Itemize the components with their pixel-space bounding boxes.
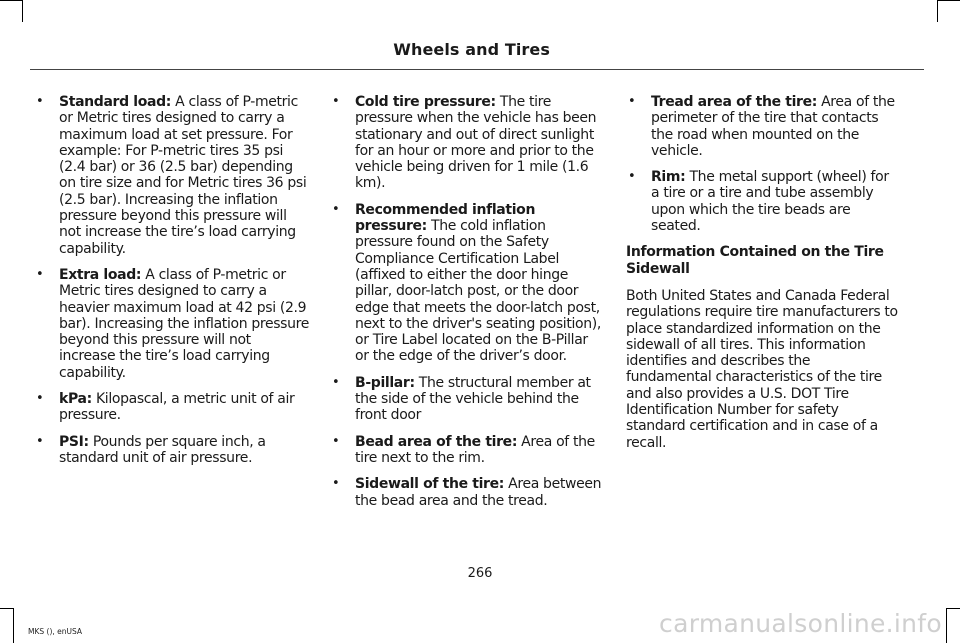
definition-item (330, 202, 605, 365)
definition-text: Kilopascal, a metric unit of air pressure. (59, 391, 295, 424)
section-heading: Information Contained on the Tire Sidewall (626, 244, 884, 277)
definition-text: Area of the perimeter of the tire that contacts the road when mounted on the vehicle. (651, 94, 895, 159)
bullet: • (36, 266, 44, 282)
crop-mark-bottom-left (0, 608, 13, 609)
definition-text: A class of P-metric or Metric tires designed to carry a heavier maximum load at 42 psi (2.9 bar). Increasing the inflation pressure beyond this pressure will not increase the tire’s load carrying capability. (59, 266, 309, 381)
watermark: carmanualsonline.info (659, 609, 942, 638)
section-paragraph: Both United States and Canada Federal regulations require tire manufacturers to place standardized information on the sidewall of all tires. This information identifies and describes the fundamental characteristics of the tire and also provides a U.S. DOT Tire Identification Number for safety standard certification and in case of a recall. (626, 287, 898, 451)
crop-mark-bottom-right (947, 608, 960, 609)
definition-term: Recommended inflation pressure: (355, 201, 536, 235)
definition-text: Area between the bead area and the tread. (355, 476, 602, 509)
definition-item (330, 434, 605, 467)
definition-item (330, 375, 605, 424)
definition-term: kPa: (59, 391, 92, 408)
definition-item (626, 169, 898, 234)
crop-mark-top-left (0, 0, 22, 1)
header-divider (30, 69, 924, 70)
bullet: • (628, 169, 636, 185)
bullet: • (332, 201, 340, 217)
definition-term: Bead area of the tire: (355, 433, 518, 450)
definition-item (626, 94, 898, 159)
definition-text: The cold inflation pressure found on the Safety Compliance Certification Label (affixed to either the door hinge pillar, door-latch post, or the door edge that meets the door-latch post, next to the driver's seating position), or Tire Label located on the B-Pillar or the edge of the driver’s door. (355, 218, 601, 365)
definition-text: A class of P-metric or Metric tires designed to carry a maximum load at set pressure. For example: For P-metric tires 35 psi (2.4 bar) or 36 (2.5 bar) depending on tire size and for Metric tires 36 psi (2.5 bar). Increasing the inflation pressure beyond this pressure will not increase the tire’s load carrying capability. (59, 94, 307, 257)
footer-text: MKS (), enUSA (28, 627, 83, 636)
definition-text: Pounds per square inch, a standard unit of air pressure. (59, 433, 266, 466)
bullet: • (332, 433, 340, 449)
definition-term: Standard load: (59, 94, 172, 110)
definition-item (34, 94, 309, 257)
page-number: 266 (467, 566, 493, 581)
definition-term: Extra load: (59, 266, 142, 283)
bullet: • (628, 94, 636, 109)
definition-item (34, 267, 309, 381)
definition-term: Tread area of the tire: (651, 94, 817, 110)
definition-item (34, 434, 309, 467)
crop-mark-bottom-right-v (946, 608, 947, 643)
bullet: • (36, 391, 44, 407)
definition-item (330, 94, 605, 192)
definition-text: Area of the tire next to the rim. (355, 433, 595, 466)
definition-item (34, 391, 309, 424)
definition-term: B-pillar: (355, 374, 415, 391)
definition-text: The metal support (wheel) for a tire or a tire and tube assembly upon which the tire beads are seated. (651, 169, 889, 235)
definition-term: Cold tire pressure: (355, 94, 496, 110)
column-left (34, 94, 309, 476)
crop-mark-top-right-v (937, 0, 938, 22)
column-right (626, 94, 898, 451)
page-title: Wheels and Tires (393, 40, 550, 59)
column-middle (330, 94, 605, 519)
bullet: • (36, 94, 44, 109)
crop-mark-bottom-left-v (13, 608, 14, 643)
definition-item (330, 476, 605, 509)
bullet: • (332, 374, 340, 390)
crop-mark-top-right (938, 0, 960, 1)
definition-text: The structural member at the side of the vehicle behind the front door (355, 374, 591, 424)
definition-text: The tire pressure when the vehicle has been stationary and out of direct sunlight for an hour or more and prior to the vehicle being driven for 1 mile (1.6 km). (355, 94, 597, 192)
crop-mark-top-left-v (22, 0, 23, 22)
bullet: • (36, 433, 44, 449)
definition-term: Sidewall of the tire: (355, 476, 505, 493)
bullet: • (332, 94, 340, 109)
definition-term: PSI: (59, 433, 89, 450)
bullet: • (332, 476, 340, 492)
definition-term: Rim: (651, 169, 686, 186)
